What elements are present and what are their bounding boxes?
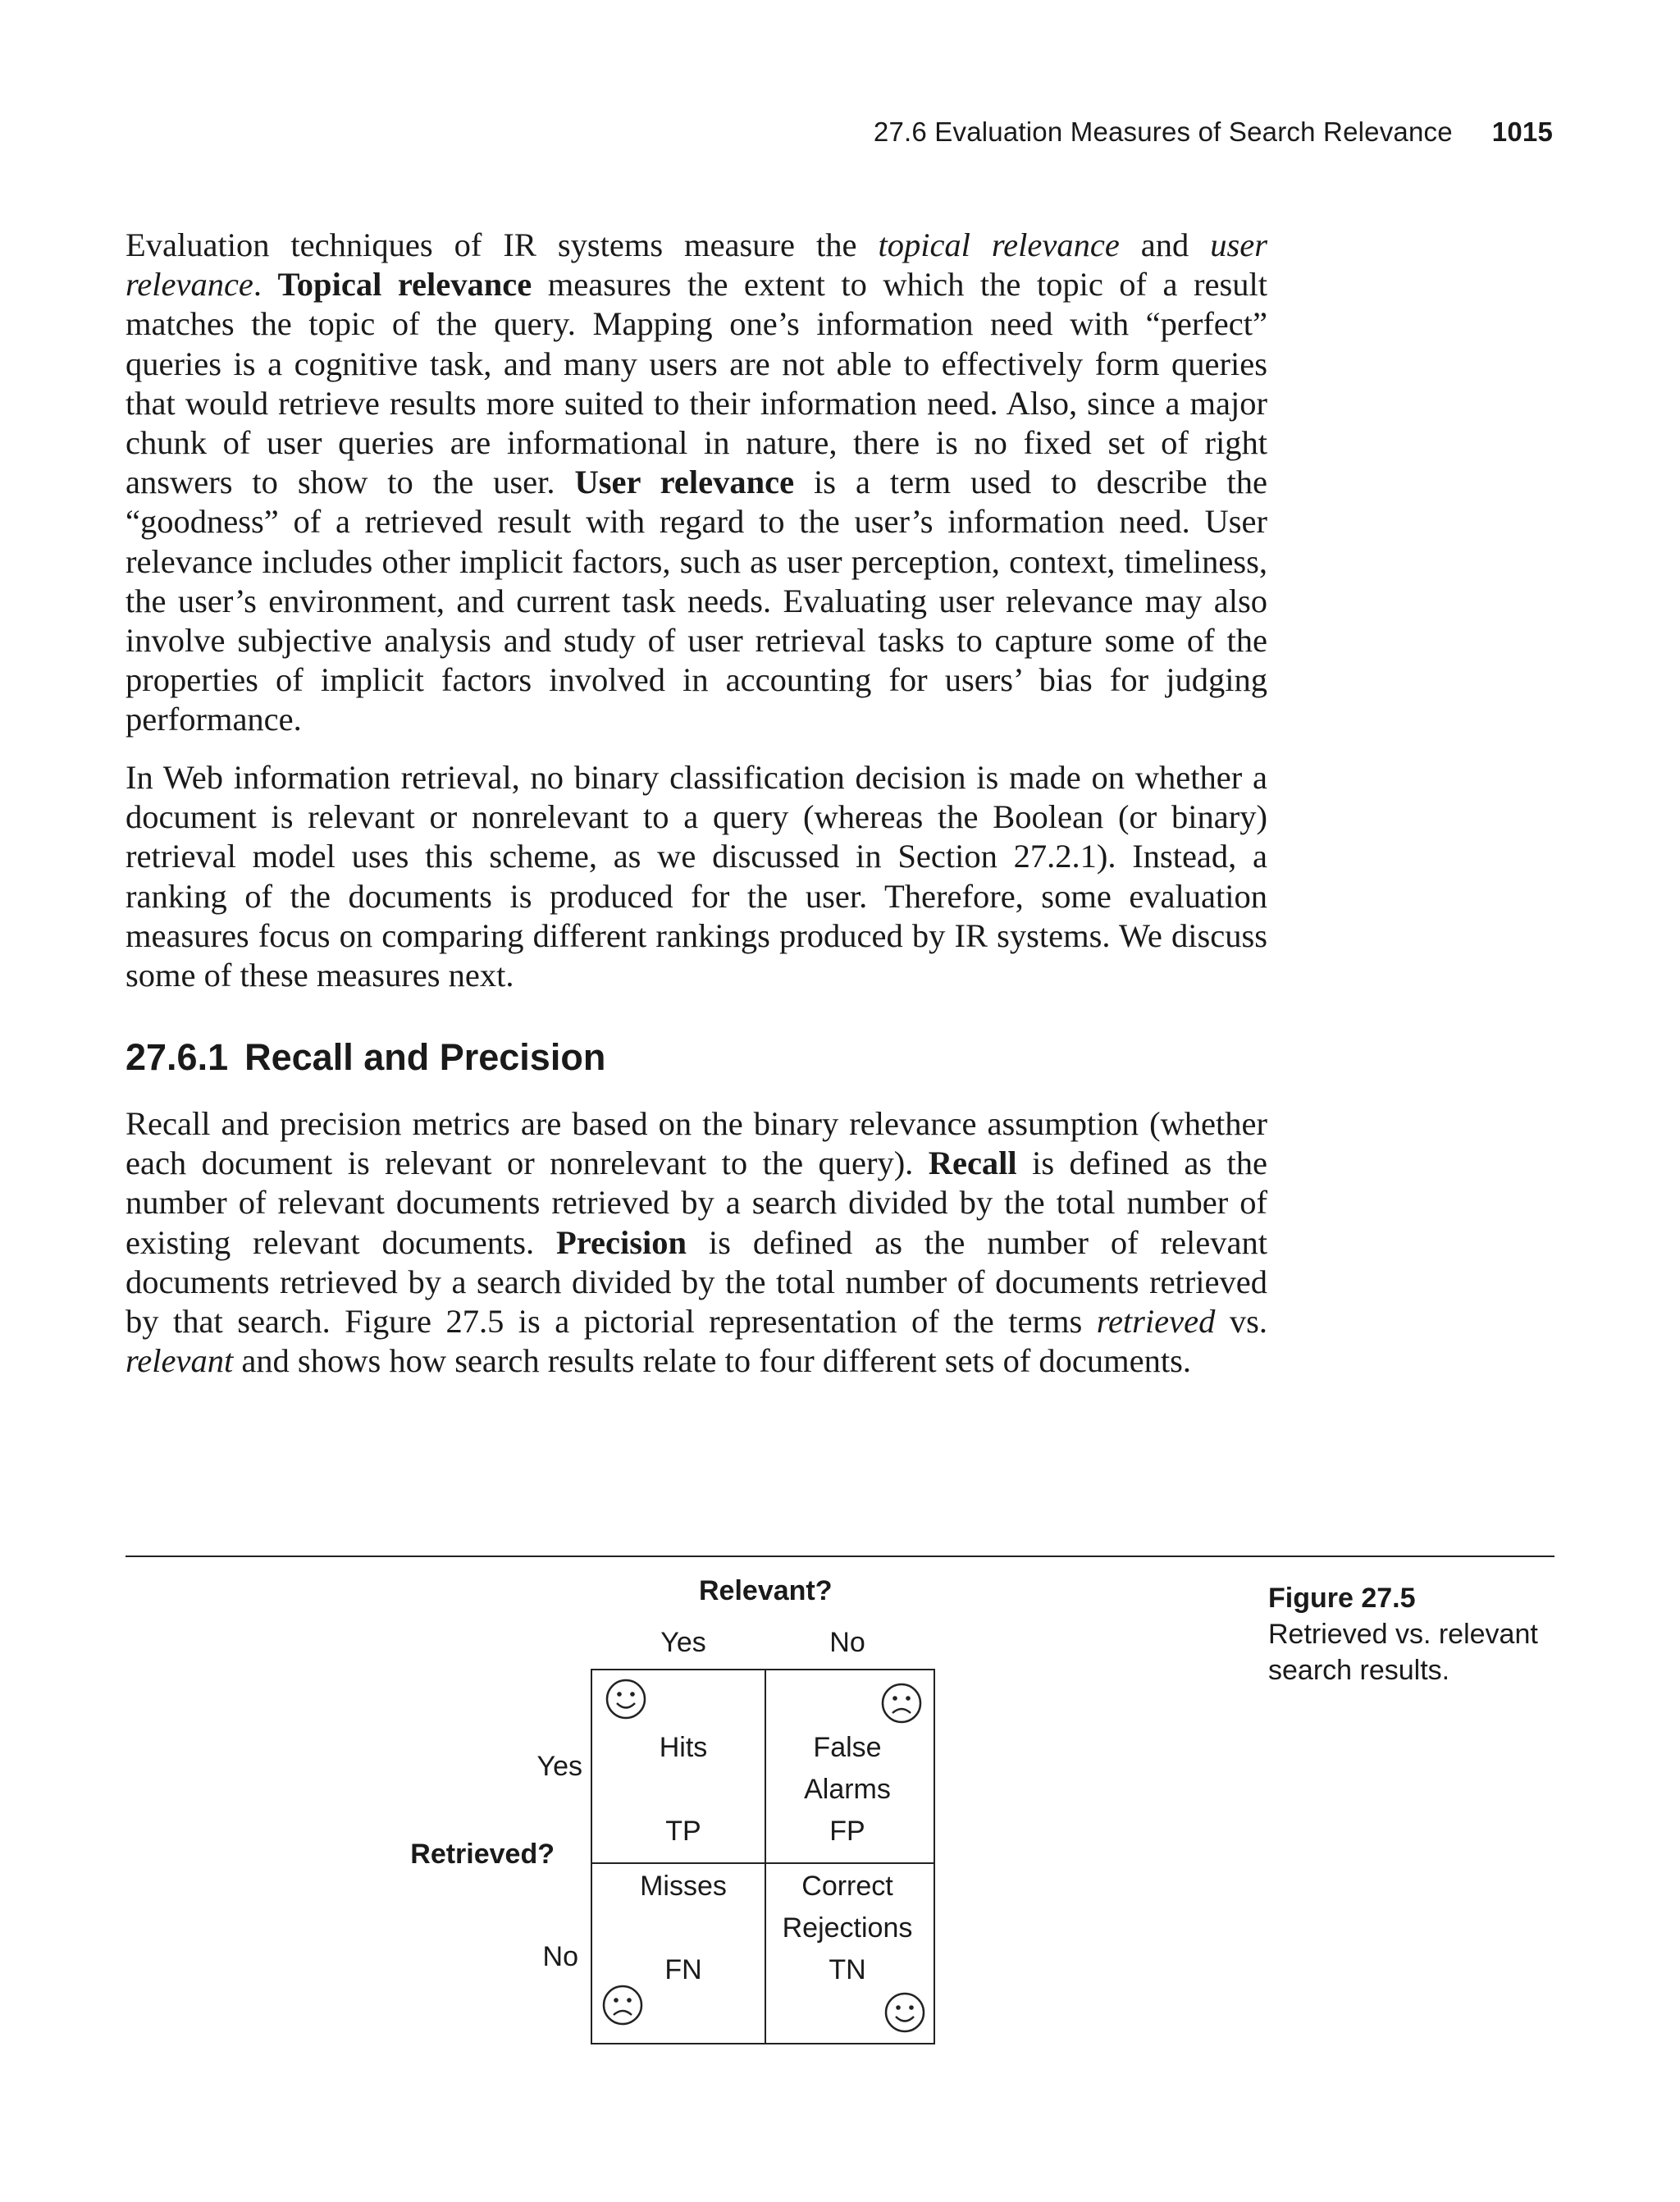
cell-label: Rejections (782, 1912, 913, 1944)
figure-caption (1268, 1580, 1547, 1688)
cell-label: Alarms (804, 1774, 891, 1805)
cell-label (601, 1769, 765, 1811)
page-number: 1015 (1491, 116, 1553, 147)
section-title: Recall and Precision (244, 1036, 606, 1078)
paragraph-1 (126, 226, 1267, 740)
figure-rule (126, 1556, 1554, 1557)
bold-term: User relevance (574, 464, 795, 501)
cell-false-positive (765, 1727, 929, 1853)
text-run: measures the extent to which the topic of a result matches the topic of the query. Mapping one’s information need with “perfect” queries is a cognitive task, and many users are not able to effectively form queries that would retrieve results more suited to their information need. Also, since a major chunk of user queries are informational in nature, there is no fixed set of right answers to show to the user. (126, 266, 1267, 501)
cell-true-negative (765, 1866, 929, 1991)
cell-label: False (813, 1732, 882, 1763)
text-run: is a term used to describe the “goodness” of a retrieved result with regard to the user’s information need. User relevance includes other implicit factors, such as user perception, context, timeliness, the user’s environment, and current task needs. Evaluating user relevance may also involve subjective analysis and study of user retrieval tasks to capture some of the properties of implicit factors involved in accounting for users’ bias for judging performance. (126, 464, 1267, 738)
section-heading (126, 1036, 605, 1079)
paragraph-text: In Web information retrieval, no binary classification decision is made on whether a document is relevant or nonrelevant to a query (whereas the Boolean (or binary) retrieval model uses this scheme, as we discussed in Section 27.2.1). Instead, a ranking of the documents is produced for the user. Therefore, some evaluation measures focus on comparing different rankings produced by IR systems. We discuss some of these measures next. (126, 759, 1267, 994)
figure-caption-text: Retrieved vs. relevant search results. (1268, 1619, 1538, 1686)
cell-true-positive (601, 1727, 765, 1853)
happy-face-icon (605, 1678, 647, 1720)
cell-label: Hits (659, 1732, 708, 1763)
retrieved-axis-label: Retrieved? (410, 1839, 555, 1870)
cell-false-negative (601, 1866, 765, 1991)
relevant-no-label: No (829, 1627, 865, 1658)
text-run: and shows how search results relate to four different sets of documents. (233, 1342, 1192, 1380)
text-run: is defined as the number of relevant documents retrieved by a search divided by the total number of existing relevant documents. (126, 1144, 1267, 1261)
italic-term: retrieved (1096, 1303, 1216, 1341)
retrieved-yes-label: Yes (536, 1751, 582, 1782)
cell-abbr: FN (664, 1954, 702, 1985)
text-run: Recall and precision metrics are based on the binary relevance assumption (whether each document is relevant or nonrelevant to the query). (126, 1105, 1267, 1182)
italic-term: relevant (126, 1342, 234, 1380)
cell-label: Misses (640, 1871, 727, 1902)
bold-term: Topical relevance (277, 266, 532, 304)
cell-label: Correct (801, 1871, 893, 1902)
relevant-yes-label: Yes (660, 1627, 706, 1658)
bold-term: Precision (556, 1223, 687, 1261)
text-run: and (1119, 226, 1211, 263)
text-run: is defined as the number of relevant documents retrieved by a search divided by the total number of documents retrieved by that search. Figure 27.5 is a pictorial representation of the terms (126, 1223, 1267, 1341)
paragraph-3 (126, 1104, 1267, 1381)
sad-face-icon (880, 1682, 923, 1725)
cell-abbr: TN (829, 1954, 866, 1985)
grid-divider-horizontal (592, 1862, 934, 1864)
italic-term: topical relevance (878, 226, 1120, 263)
sad-face-icon (601, 1984, 644, 2026)
cell-abbr: FP (829, 1816, 865, 1847)
cell-label (601, 1907, 765, 1949)
paragraph-2 (126, 758, 1267, 995)
italic-term: user relevance (126, 226, 1267, 304)
retrieved-no-label: No (542, 1941, 578, 1972)
relevant-axis-label: Relevant? (699, 1575, 833, 1606)
text-run: Evaluation techniques of IR systems measure the (126, 226, 879, 263)
cell-abbr: TP (665, 1816, 701, 1847)
figure-label: Figure 27.5 (1268, 1583, 1416, 1614)
bold-term: Recall (928, 1144, 1017, 1182)
running-title: 27.6 Evaluation Measures of Search Relevance (873, 116, 1453, 147)
running-header (874, 116, 1553, 148)
text-run: . (253, 266, 278, 304)
text-run: vs. (1215, 1303, 1267, 1341)
happy-face-icon (883, 1991, 926, 2034)
section-number: 27.6.1 (126, 1036, 229, 1078)
